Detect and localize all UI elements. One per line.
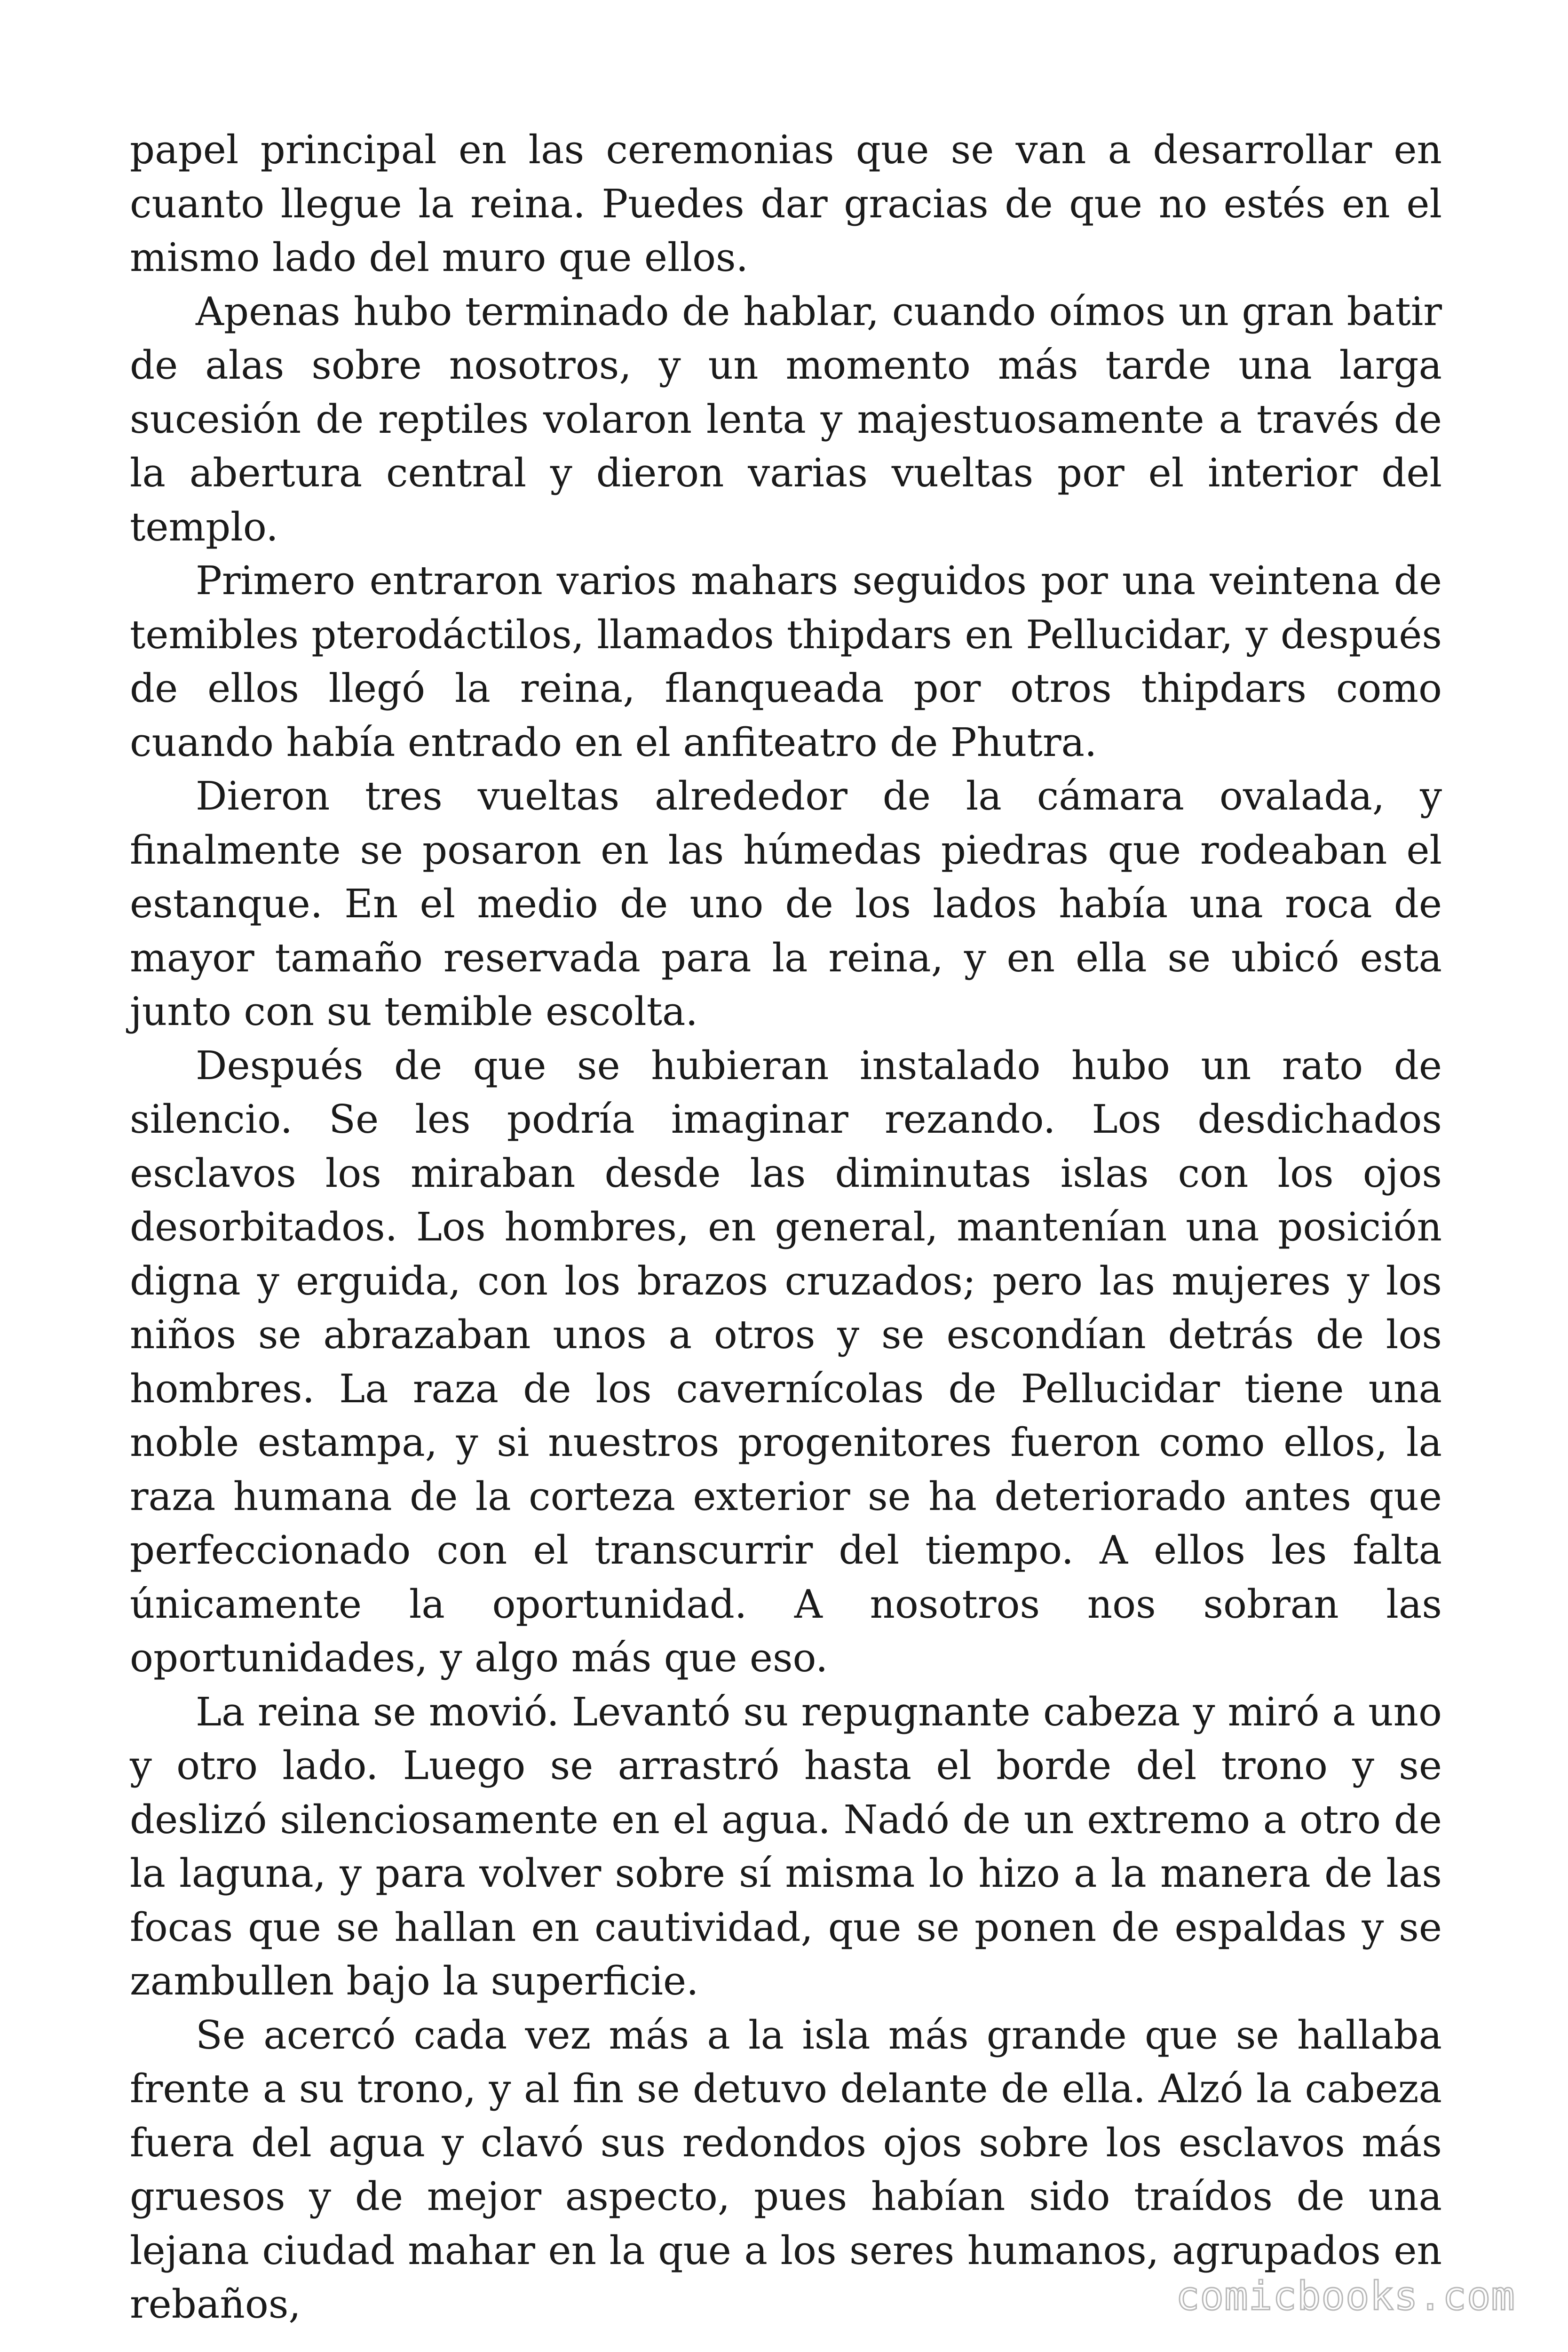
paragraph-4: Dieron tres vueltas alrededor de la cámara ovalada, y finalmente se posaron en las húmedas piedras que rodeaban el estanque. En el medio de uno de los lados había una roca de mayor tamaño reservada para la reina, y en ella se ubicó esta junto con su temible escolta.: [130, 773, 1442, 1034]
body-text: [130, 123, 1442, 2332]
paragraph-6: La reina se movió. Levantó su repugnante cabeza y miró a uno y otro lado. Luego se arrastró hasta el borde del trono y se deslizó silenciosamente en el agua. Nadó de un extremo a otro de la laguna, y para volver sobre sí misma lo hizo a la manera de las focas que se hallan en cautividad, que se ponen de espaldas y se zambullen bajo la superficie.: [130, 1689, 1442, 2004]
paragraph-3: Primero entraron varios mahars seguidos por una veintena de temibles pterodáctilos, llamados thipdars en Pellucidar, y después de ellos llegó la reina, flanqueada por otros thipdars como cuando había entrado en el anfiteatro de Phutra.: [130, 558, 1442, 765]
paragraph-5: Después de que se hubieran instalado hubo un rato de silencio. Se les podría imaginar rezando. Los desdichados esclavos los miraban desde las diminutas islas con los ojos desorbitados. Los hombres, en general, mantenían una posición digna y erguida, con los brazos cruzados; pero las mujeres y los niños se abrazaban unos a otros y se escondían detrás de los hombres. La raza de los cavernícolas de Pellucidar tiene una noble estampa, y si nuestros progenitores fueron como ellos, la raza humana de la corteza exterior se ha deteriorado antes que perfeccionado con el transcurrir del tiempo. A ellos les falta únicamente la oportunidad. A nosotros nos sobran las oportunidades, y algo más que eso.: [130, 1042, 1442, 1681]
paragraph-1: papel principal en las ceremonias que se van a desarrollar en cuanto llegue la reina. Puedes dar gracias de que no estés en el mismo lado del muro que ellos.: [130, 127, 1442, 280]
watermark: comicbooks.com: [1175, 2273, 1515, 2319]
paragraph-7: Se acercó cada vez más a la isla más grande que se hallaba frente a su trono, y al fin se detuvo delante de ella. Alzó la cabeza fuera del agua y clavó sus redondos ojos sobre los esclavos más gruesos y de mejor aspecto, pues habían sido traídos de una lejana ciudad mahar en la que a los seres humanos, agrupados en rebaños,: [130, 2012, 1442, 2327]
paragraph-2: Apenas hubo terminado de hablar, cuando oímos un gran batir de alas sobre nosotros, y un momento más tarde una larga sucesión de reptiles volaron lenta y majestuosamente a través de la abertura central y dieron varias vueltas por el interior del templo.: [130, 288, 1442, 550]
